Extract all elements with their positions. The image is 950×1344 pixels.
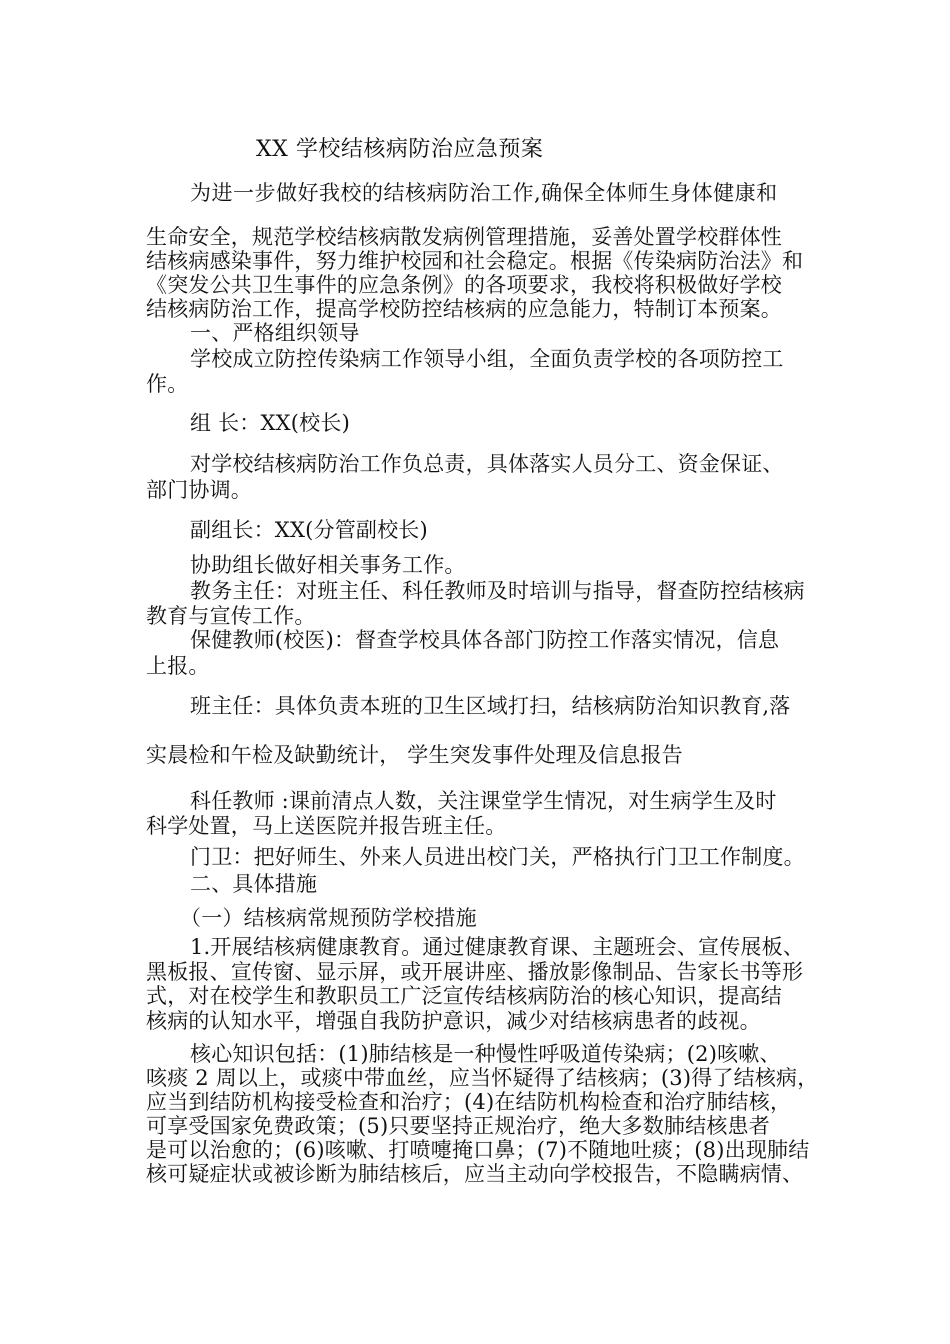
subsection-heading: （一）结核病常规预防学校措施 — [180, 906, 477, 930]
document-title: XX 学校结核病防治应急预案 — [256, 137, 544, 162]
paragraph-line: 科任教师 :课前清点人数，关注课堂学生情况，对生病学生及时 — [190, 789, 777, 813]
paragraph-line: 协助组长做好相关事务工作。 — [190, 553, 466, 577]
paragraph-line: 核可疑症状或被诊断为肺结核后，应当主动向学校报告，不隐瞒病情、 — [146, 1162, 804, 1186]
paragraph-line: 教务主任：对班主任、科任教师及时培训与指导，督查防控结核病 — [190, 579, 805, 603]
paragraph-line: 核心知识包括：(1)肺结核是一种慢性呼吸道传染病；(2)咳嗽、 — [190, 1042, 781, 1066]
paragraph-line: 1.开展结核病健康教育。通过健康教育课、主题班会、宣传展板、 — [190, 935, 805, 959]
section-heading: 一、严格组织领导 — [190, 321, 360, 345]
paragraph-line: 式，对在校学生和教职员工广泛宣传结核病防治的核心知识，提高结 — [146, 984, 782, 1008]
paragraph-line: 部门协调。 — [146, 478, 252, 502]
intro-line: 结核病防治工作，提高学校防控结核病的应急能力，特制订本预案。 — [146, 297, 782, 321]
paragraph-line: 对学校结核病防治工作负总责，具体落实人员分工、资金保证、 — [190, 452, 784, 476]
paragraph-line: 咳痰 2 周以上，或痰中带血丝，应当怀疑得了结核病；(3)得了结核病， — [146, 1066, 819, 1090]
paragraph-line: 作。 — [146, 372, 189, 396]
paragraph-line: 科学处置，马上送医院并报告班主任。 — [146, 814, 507, 838]
paragraph-line: 教育与宣传工作。 — [146, 604, 316, 628]
intro-line: 为进一步做好我校的结核病防治工作,确保全体师生身体健康和 — [190, 181, 778, 205]
intro-line: 《突发公共卫生事件的应急条例》的各项要求，我校将积极做好学校 — [146, 273, 782, 297]
intro-line: 结核病感染事件，努力维护校园和社会稳定。根据《传染病防治法》和 — [146, 249, 804, 273]
paragraph-line: 保健教师(校医)：督查学校具体各部门防控工作落实情况，信息 — [190, 628, 780, 652]
paragraph-line: 班主任：具体负责本班的卫生区域打扫，结核病防治知识教育,落 — [190, 694, 791, 718]
paragraph-line: 门卫：把好师生、外来人员进出校门关，严格执行门卫工作制度。 — [190, 845, 805, 869]
paragraph-line: 是可以治愈的；(6)咳嗽、打喷嚏掩口鼻；(7)不随地吐痰；(8)出现肺结 — [146, 1138, 810, 1162]
deputy-line: 副组长：XX(分管副校长) — [190, 518, 428, 542]
paragraph-line: 核病的认知水平，增强自我防护意识，减少对结核病患者的歧视。 — [146, 1009, 761, 1033]
paragraph-line: 黑板报、宣传窗、显示屏，或开展讲座、播放影像制品、告家长书等形 — [146, 960, 804, 984]
leader-line: 组 长：XX(校长) — [190, 411, 350, 435]
intro-line: 生命安全，规范学校结核病散发病例管理措施，妥善处置学校群体性 — [146, 225, 782, 249]
paragraph-line: 上报。 — [146, 654, 210, 678]
paragraph-line: 应当到结防机构接受检查和治疗；(4)在结防机构检查和治疗肺结核， — [146, 1090, 792, 1114]
paragraph-line: 可享受国家免费政策；(5)只要坚持正规治疗，绝大多数肺结核患者 — [146, 1114, 770, 1138]
paragraph-line: 学校成立防控传染病工作领导小组，全面负责学校的各项防控工 — [190, 347, 784, 371]
paragraph-line: 实晨检和午检及缺勤统计， 学生突发事件处理及信息报告 — [146, 743, 683, 767]
section-heading: 二、具体措施 — [190, 872, 318, 896]
